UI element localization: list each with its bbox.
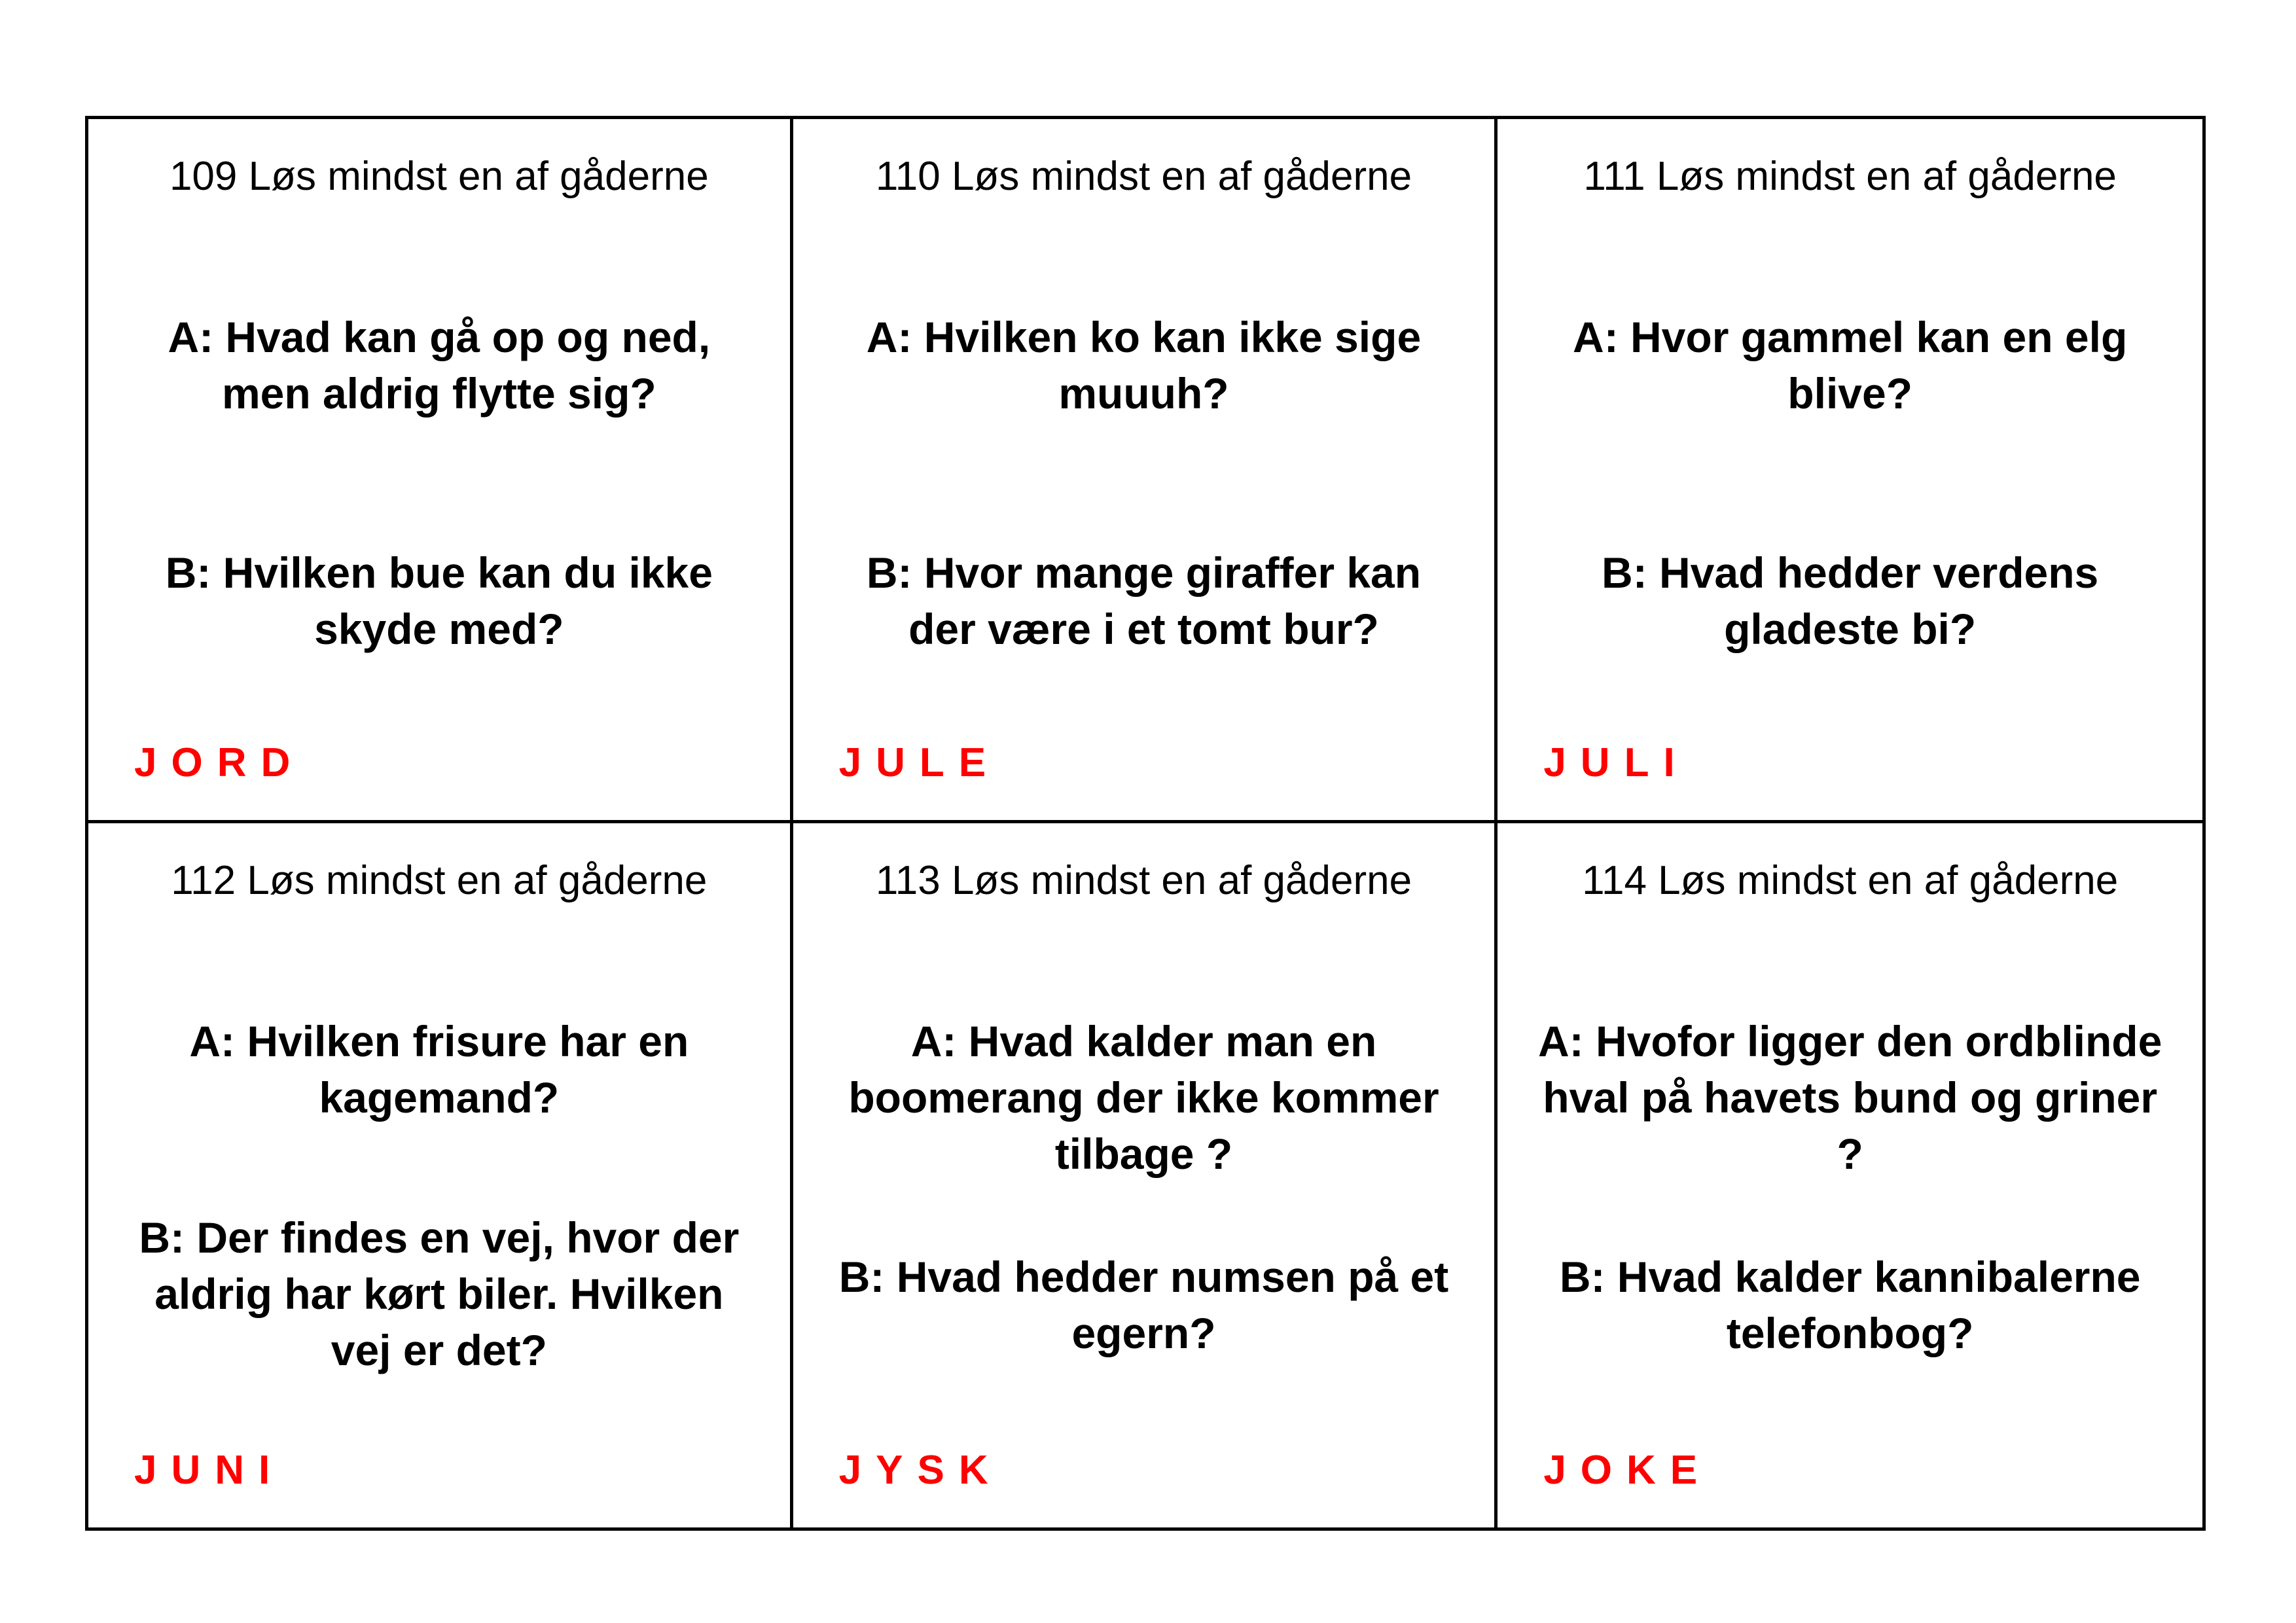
card-header: 111 Løs mindst en af gåderne [1583, 154, 2117, 199]
question-a: A: Hvilken frisure har en kagemand? [189, 1017, 689, 1122]
card-header: 110 Løs mindst en af gåderne [875, 154, 1412, 199]
code-word: JUNI [134, 1448, 285, 1493]
riddle-card-114 [1498, 823, 2202, 1527]
riddle-card-112 [88, 823, 793, 1527]
card-header: 109 Løs mindst en af gåderne [169, 154, 709, 199]
code-word: JOKE [1543, 1448, 1712, 1493]
code-word: JULE [838, 740, 1001, 785]
question-b: B: Hvad hedder verdens gladeste bi? [1602, 548, 2099, 653]
question-a: A: Hvofor ligger den ordblinde hval på havets bund og griner ? [1537, 1017, 2162, 1178]
question-a: A: Hvor gammel kan en elg blive? [1573, 313, 2128, 418]
question-b: B: Hvad hedder numsen på et egern? [838, 1253, 1449, 1357]
code-word: JULI [1543, 740, 1689, 785]
code-word: JYSK [838, 1448, 1003, 1493]
code-word: JORD [134, 740, 305, 785]
riddle-card-113 [793, 823, 1498, 1527]
question-b: B: Der findes en vej, hvor der aldrig har kørt biler. Hvilken vej er det? [139, 1213, 740, 1374]
question-b: B: Hvor mange giraffer kan der være i et tomt bur? [866, 548, 1422, 653]
question-b: B: Hvad kalder kannibalerne telefonbog? [1559, 1253, 2141, 1357]
question-a: A: Hvad kan gå op og ned, men aldrig flytte sig? [168, 313, 711, 418]
card-header: 114 Løs mindst en af gåderne [1582, 858, 2119, 903]
card-header: 113 Løs mindst en af gåderne [875, 858, 1412, 903]
riddle-card-109 [88, 119, 793, 823]
riddle-card-sheet [85, 116, 2206, 1531]
question-a: A: Hvad kalder man en boomerang der ikke kommer tilbage ? [848, 1017, 1439, 1178]
riddle-card-110 [793, 119, 1498, 823]
card-header: 112 Løs mindst en af gåderne [171, 858, 708, 903]
question-b: B: Hvilken bue kan du ikke skyde med? [165, 548, 713, 653]
question-a: A: Hvilken ko kan ikke sige muuuh? [866, 313, 1422, 418]
riddle-card-111 [1498, 119, 2202, 823]
